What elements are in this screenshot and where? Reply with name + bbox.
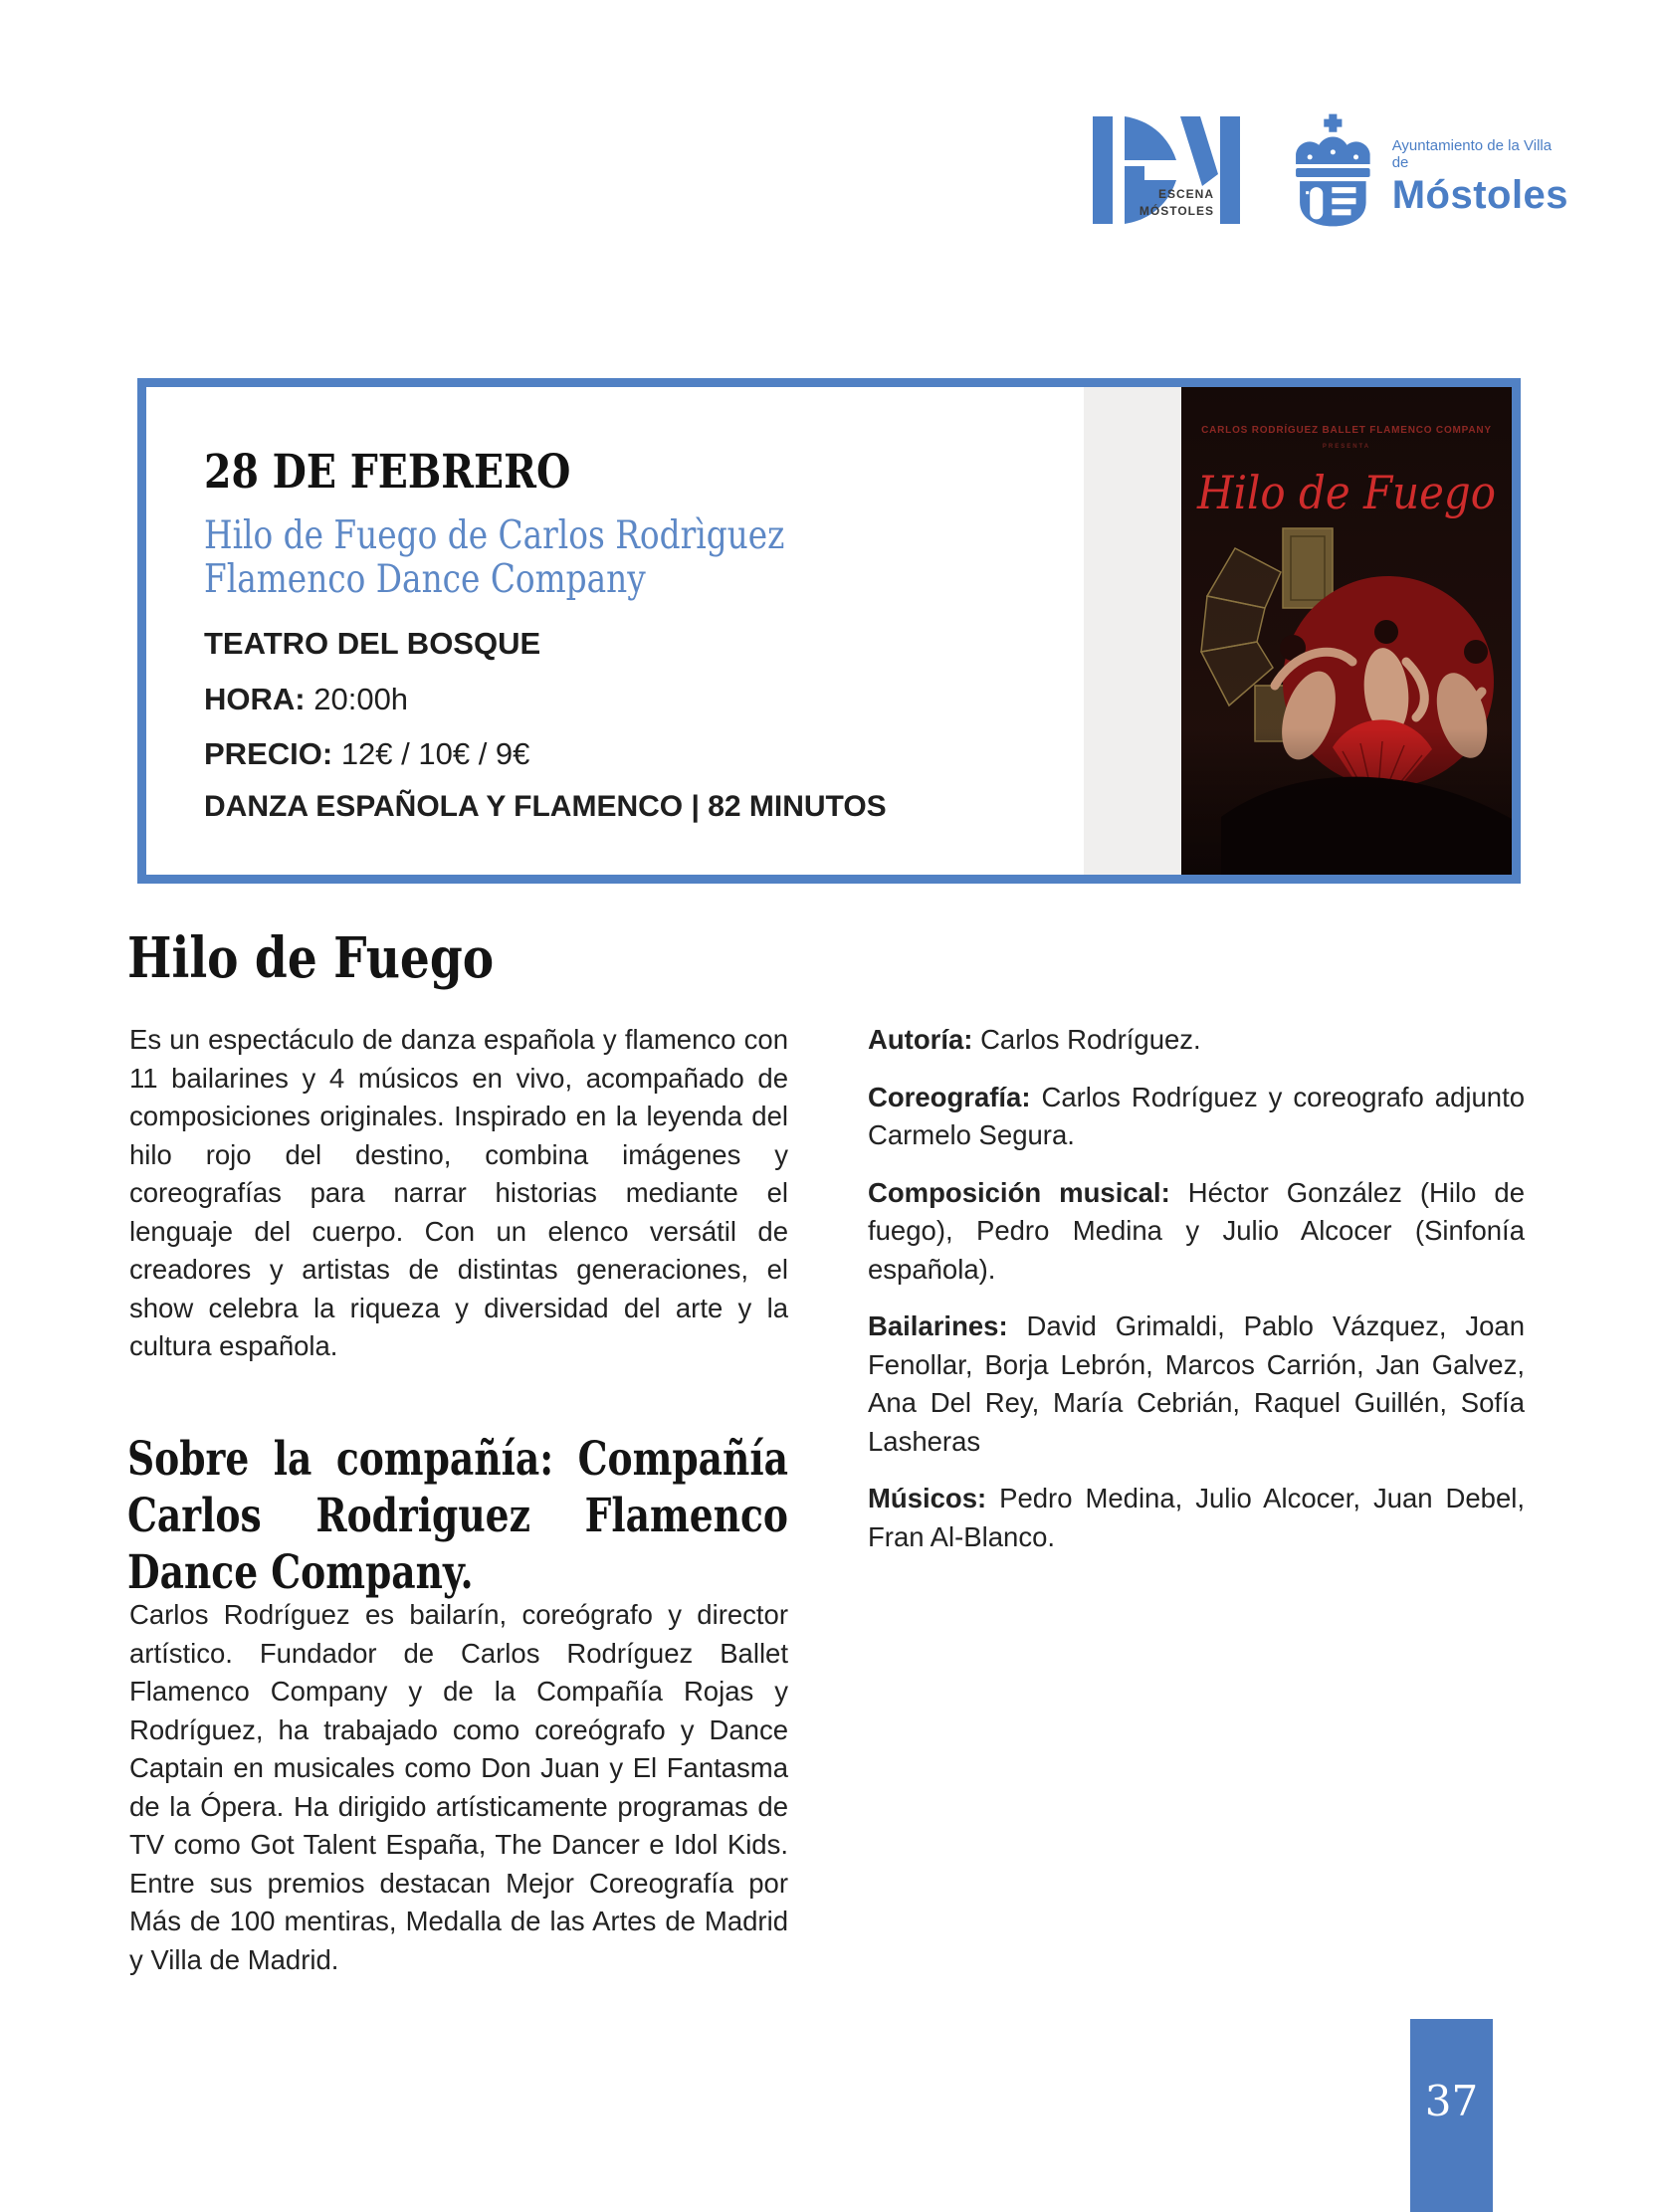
credit-bailarines-label: Bailarines:: [868, 1310, 1008, 1341]
credit-bailarines-text: David Grimaldi, Pablo Vázquez, Joan Fenollar, Borja Lebrón, Marcos Carrión, Jan Galvez, Ana Del Rey, María Cebrián, Raquel Guillén, Sofía Lasheras: [868, 1310, 1525, 1457]
em-logo-icon: [1093, 114, 1250, 226]
escena-mostoles-logo: [1093, 114, 1250, 226]
page-title: Hilo de Fuego: [127, 925, 495, 991]
credit-coreografia: [868, 1079, 1525, 1155]
time-label: HORA:: [204, 682, 306, 716]
show-description-paragraph: Es un espectáculo de danza española y flamenco con 11 bailarines y 4 músicos en vivo, acompañado de composiciones originales. Inspirado en la leyenda del hilo rojo del destino, combina imágenes y coreografías para narrar historias mediante el lenguaje del cuerpo. Con un elenco versátil de creadores y artistas de distintas generaciones, el show celebra la riqueza y diversidad del arte y la cultura española.: [129, 1024, 788, 1361]
credit-bailarines: [868, 1307, 1525, 1461]
price-label: PRECIO:: [204, 736, 333, 771]
credits-column: [868, 1021, 1525, 1575]
event-date: 28 DE FEBRERO: [204, 445, 571, 500]
card-gray-strip: [1084, 387, 1181, 875]
credit-composicion: [868, 1174, 1525, 1290]
credit-autoria-label: Autoría:: [868, 1024, 973, 1055]
credit-composicion-label: Composición musical:: [868, 1176, 1170, 1208]
event-title: Hilo de Fuego de Carlos Rodrìguez Flamenco Dance Company: [204, 513, 785, 602]
credit-coreografia-text: Carlos Rodríguez y coreografo adjunto Carmelo Segura.: [868, 1081, 1526, 1150]
price-value: 12€ / 10€ / 9€: [340, 736, 530, 771]
event-time: [204, 682, 408, 717]
credit-autoria-text: Carlos Rodríguez.: [980, 1024, 1201, 1055]
time-value: 20:00h: [313, 682, 409, 716]
page-number: 37: [1424, 2077, 1479, 2125]
mostoles-crest-icon: [1288, 113, 1378, 227]
show-poster: [1181, 387, 1512, 875]
credit-autoria: [868, 1021, 1525, 1060]
company-description-paragraph: Carlos Rodríguez es bailarín, coreógrafo y director artístico. Fundador de Carlos Rodríguez Ballet Flamenco Company y de la Compañía Rojas y Rodríguez, ha trabajado como coreógrafo y Dance Captain en musicales como Don Juan y El Fantasma de la Ópera. Ha dirigido artísticamente programas de TV como Got Talent España, The Dancer e Idol Kids. Entre sus premios destacan Mejor Coreografía por Más de 100 mentiras, Medalla de las Artes de Madrid y Villa de Madrid.: [129, 1599, 788, 1975]
credit-musicos-text: Pedro Medina, Julio Alcocer, Juan Debel, Fran Al-Blanco.: [868, 1483, 1526, 1552]
event-genre: DANZA ESPAÑOLA Y FLAMENCO | 82 MINUTOS: [204, 790, 887, 823]
event-card: [137, 378, 1521, 884]
credit-composicion-text: Héctor González (Hilo de fuego), Pedro Medina y Julio Alcocer (Sinfonía española).: [868, 1176, 1525, 1285]
event-price: [204, 736, 529, 772]
event-venue: TEATRO DEL BOSQUE: [204, 626, 541, 661]
credit-musicos: [868, 1480, 1525, 1556]
company-section-heading: Sobre la compañía: Compañía Carlos Rodriguez Flamenco Dance Company.: [127, 1432, 788, 1600]
credit-musicos-label: Músicos:: [868, 1483, 987, 1513]
page-number-box: [1410, 2019, 1493, 2212]
ayuntamiento-logo-city: Móstoles: [1391, 172, 1569, 217]
poster-image: [1181, 387, 1512, 875]
escena-logo-line2: MÓSTOLES: [1139, 204, 1214, 218]
ayuntamiento-logo-smalltext: Ayuntamiento de la Villa de: [1391, 136, 1553, 171]
header-logos: [1093, 111, 1569, 229]
ayuntamiento-logo: [1288, 113, 1569, 227]
escena-logo-line1: ESCENA: [1157, 187, 1214, 201]
credit-coreografia-label: Coreografía:: [868, 1081, 1031, 1112]
